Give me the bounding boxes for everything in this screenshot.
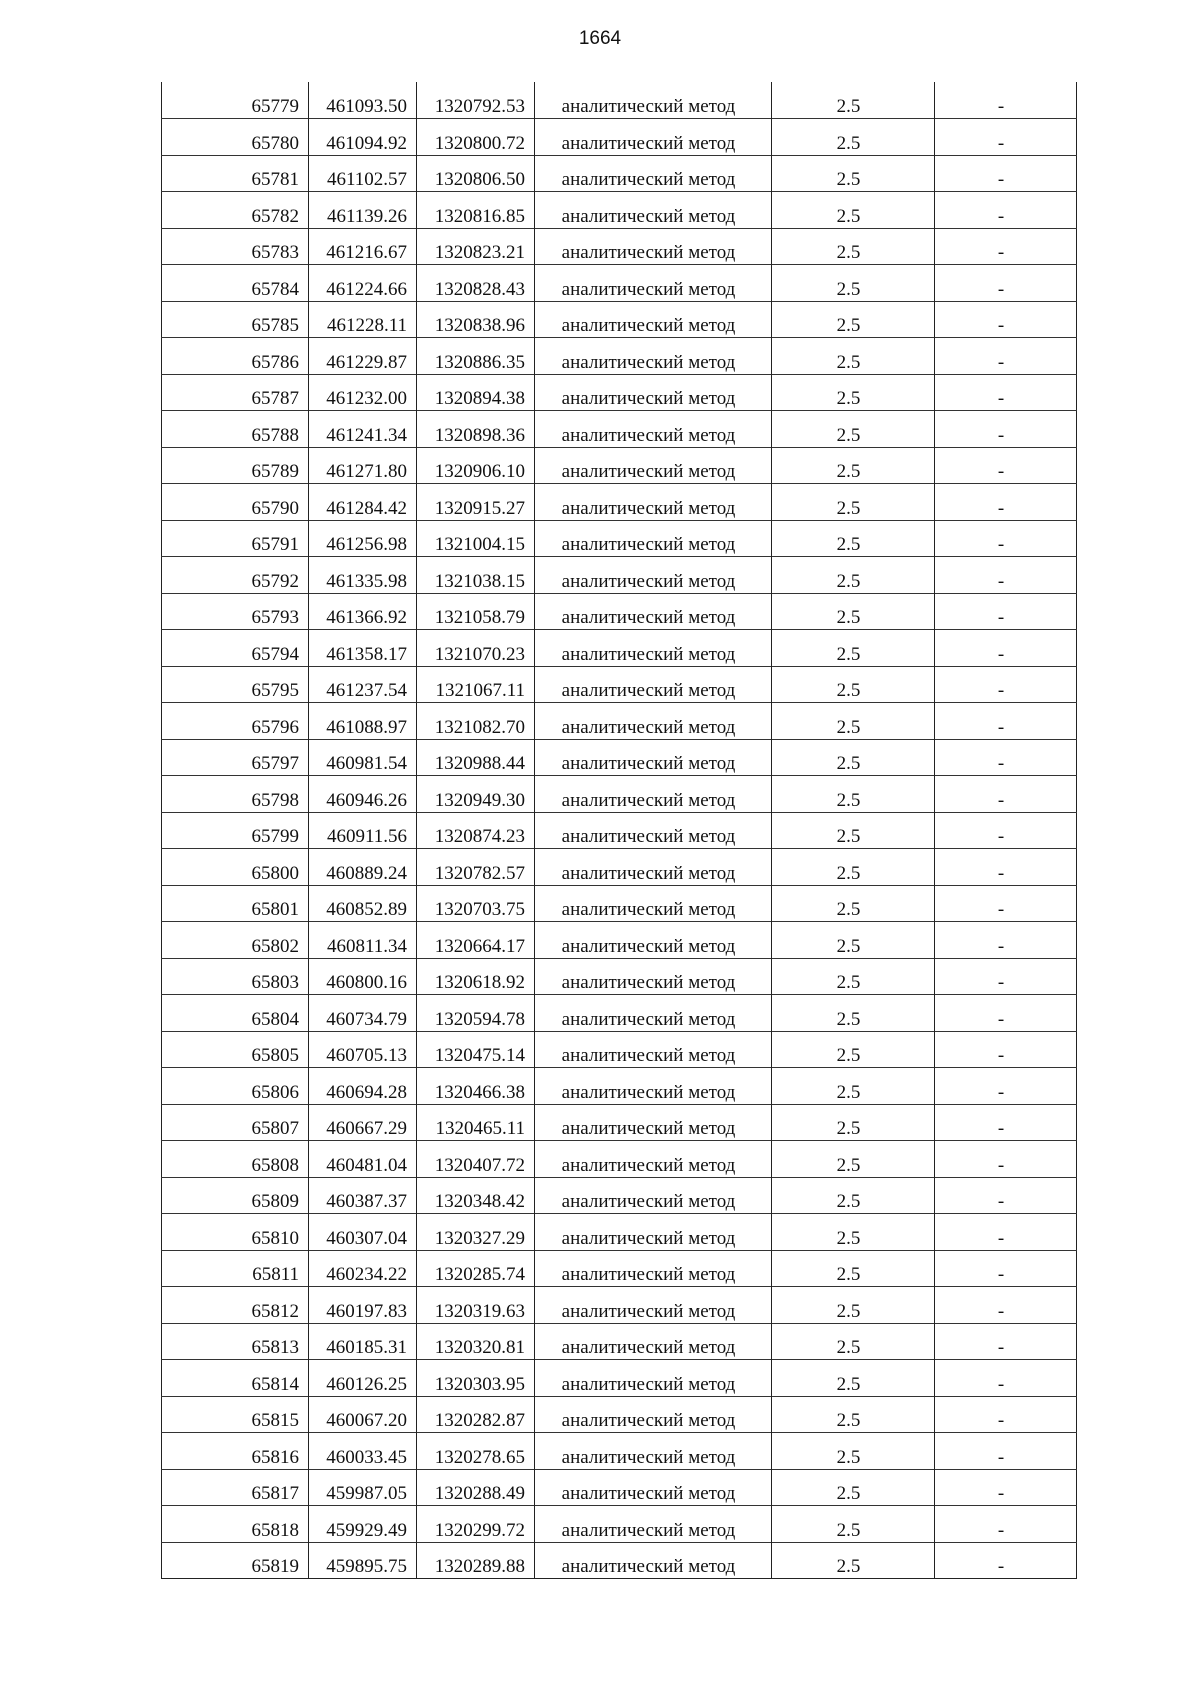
point-number-cell: 65815 bbox=[162, 1396, 309, 1433]
x-coordinate-cell: 461102.57 bbox=[309, 155, 417, 192]
method-cell: аналитический метод bbox=[535, 155, 772, 192]
table-row bbox=[162, 630, 1077, 667]
note-cell: - bbox=[935, 776, 1077, 813]
point-number-cell: 65786 bbox=[162, 338, 309, 375]
accuracy-cell: 2.5 bbox=[772, 228, 935, 265]
y-coordinate-cell: 1321058.79 bbox=[417, 593, 535, 630]
point-number-cell: 65789 bbox=[162, 447, 309, 484]
note-cell: - bbox=[935, 1141, 1077, 1178]
note-cell: - bbox=[935, 1323, 1077, 1360]
x-coordinate-cell: 460694.28 bbox=[309, 1068, 417, 1105]
note-cell: - bbox=[935, 1542, 1077, 1579]
table-row bbox=[162, 265, 1077, 302]
point-number-cell: 65791 bbox=[162, 520, 309, 557]
y-coordinate-cell: 1320282.87 bbox=[417, 1396, 535, 1433]
note-cell: - bbox=[935, 630, 1077, 667]
x-coordinate-cell: 461216.67 bbox=[309, 228, 417, 265]
table-row bbox=[162, 1360, 1077, 1397]
note-cell: - bbox=[935, 922, 1077, 959]
point-number-cell: 65779 bbox=[251, 96, 299, 117]
x-coordinate-cell: 460981.54 bbox=[309, 739, 417, 776]
point-number-cell: 65806 bbox=[162, 1068, 309, 1105]
table-row bbox=[162, 885, 1077, 922]
point-number-cell: 65810 bbox=[162, 1214, 309, 1251]
accuracy-cell: 2.5 bbox=[772, 1396, 935, 1433]
y-coordinate-cell: 1320319.63 bbox=[417, 1287, 535, 1324]
x-coordinate-cell: 461335.98 bbox=[309, 557, 417, 594]
accuracy-cell: 2.5 bbox=[772, 1433, 935, 1470]
y-coordinate-cell: 1320800.72 bbox=[417, 119, 535, 156]
accuracy-cell: 2.5 bbox=[772, 155, 935, 192]
x-coordinate-cell: 460705.13 bbox=[309, 1031, 417, 1068]
table-row bbox=[162, 1068, 1077, 1105]
method-cell: аналитический метод bbox=[535, 119, 772, 156]
table-row bbox=[162, 155, 1077, 192]
method-cell: аналитический метод bbox=[535, 1469, 772, 1506]
point-number-cell: 65797 bbox=[162, 739, 309, 776]
y-coordinate-cell: 1320475.14 bbox=[417, 1031, 535, 1068]
accuracy-cell: 2.5 bbox=[772, 630, 935, 667]
method-cell: аналитический метод bbox=[535, 812, 772, 849]
method-cell: аналитический метод bbox=[535, 1214, 772, 1251]
table-row bbox=[162, 812, 1077, 849]
note-cell: - bbox=[935, 411, 1077, 448]
x-coordinate-cell: 460667.29 bbox=[309, 1104, 417, 1141]
accuracy-cell: 2.5 bbox=[772, 119, 935, 156]
accuracy-cell: 2.5 bbox=[772, 557, 935, 594]
accuracy-cell: 2.5 bbox=[772, 849, 935, 886]
accuracy-cell: 2.5 bbox=[772, 958, 935, 995]
x-coordinate-cell: 461094.92 bbox=[309, 119, 417, 156]
note-cell: - bbox=[935, 1360, 1077, 1397]
y-coordinate-cell: 1320299.72 bbox=[417, 1506, 535, 1543]
method-cell: аналитический метод bbox=[535, 301, 772, 338]
method-cell: аналитический метод bbox=[535, 1396, 772, 1433]
y-coordinate-cell: 1320327.29 bbox=[417, 1214, 535, 1251]
note-cell: - bbox=[935, 557, 1077, 594]
table-row bbox=[162, 849, 1077, 886]
note-cell: - bbox=[935, 666, 1077, 703]
y-coordinate-cell: 1320703.75 bbox=[417, 885, 535, 922]
y-coordinate-cell: 1320886.35 bbox=[417, 338, 535, 375]
y-coordinate-cell: 1320278.65 bbox=[417, 1433, 535, 1470]
point-number-cell: 65813 bbox=[162, 1323, 309, 1360]
x-coordinate-cell: 459929.49 bbox=[309, 1506, 417, 1543]
point-number-cell: 65816 bbox=[162, 1433, 309, 1470]
table-row bbox=[162, 703, 1077, 740]
y-coordinate-cell: 1321038.15 bbox=[417, 557, 535, 594]
point-number-cell: 65795 bbox=[162, 666, 309, 703]
note-cell: - bbox=[935, 1287, 1077, 1324]
y-coordinate-cell: 1320288.49 bbox=[417, 1469, 535, 1506]
note-cell: - bbox=[935, 703, 1077, 740]
y-coordinate-cell: 1320303.95 bbox=[417, 1360, 535, 1397]
note-cell: - bbox=[935, 301, 1077, 338]
method-cell: аналитический метод bbox=[535, 703, 772, 740]
y-coordinate-cell: 1320407.72 bbox=[417, 1141, 535, 1178]
x-coordinate-cell: 461224.66 bbox=[309, 265, 417, 302]
method-cell: аналитический метод bbox=[535, 447, 772, 484]
point-number-cell: 65785 bbox=[162, 301, 309, 338]
note-cell: - bbox=[935, 447, 1077, 484]
table-row bbox=[162, 520, 1077, 557]
method-cell: аналитический метод bbox=[535, 666, 772, 703]
x-coordinate-cell: 461088.97 bbox=[309, 703, 417, 740]
x-coordinate-cell: 461232.00 bbox=[309, 374, 417, 411]
x-coordinate-cell: 461237.54 bbox=[309, 666, 417, 703]
table-row bbox=[162, 374, 1077, 411]
note-cell: - bbox=[935, 119, 1077, 156]
page-number: 1664 bbox=[578, 28, 622, 49]
note-cell: - bbox=[935, 958, 1077, 995]
table-row bbox=[162, 1031, 1077, 1068]
accuracy-cell: 2.5 bbox=[772, 812, 935, 849]
accuracy-cell: 2.5 bbox=[772, 520, 935, 557]
method-cell: аналитический метод bbox=[535, 630, 772, 667]
table-row bbox=[162, 228, 1077, 265]
table-row bbox=[162, 958, 1077, 995]
point-number-cell: 65802 bbox=[162, 922, 309, 959]
accuracy-cell: 2.5 bbox=[772, 301, 935, 338]
method-cell: аналитический метод bbox=[535, 1542, 772, 1579]
note-cell: - bbox=[935, 812, 1077, 849]
x-coordinate-cell: 460946.26 bbox=[309, 776, 417, 813]
note-cell: - bbox=[935, 1214, 1077, 1251]
y-coordinate-cell: 1320618.92 bbox=[417, 958, 535, 995]
y-coordinate-cell: 1320594.78 bbox=[417, 995, 535, 1032]
table-row bbox=[162, 776, 1077, 813]
coordinates-table bbox=[161, 82, 1077, 1579]
method-cell: аналитический метод bbox=[535, 1031, 772, 1068]
note-cell: - bbox=[935, 739, 1077, 776]
x-coordinate-cell: 459987.05 bbox=[309, 1469, 417, 1506]
method-cell: аналитический метод bbox=[535, 265, 772, 302]
note-cell: - bbox=[935, 1177, 1077, 1214]
coordinates-table-body bbox=[162, 82, 1077, 1579]
table-row bbox=[162, 301, 1077, 338]
accuracy-cell: 2.5 bbox=[772, 1250, 935, 1287]
x-coordinate-cell: 460033.45 bbox=[309, 1433, 417, 1470]
note-cell: - bbox=[935, 995, 1077, 1032]
method-cell: аналитический метод bbox=[535, 849, 772, 886]
method-cell: аналитический метод bbox=[535, 192, 772, 229]
point-number-cell: 65784 bbox=[162, 265, 309, 302]
method-cell: аналитический метод bbox=[535, 1287, 772, 1324]
table-row bbox=[162, 411, 1077, 448]
table-row bbox=[162, 1141, 1077, 1178]
table-row bbox=[162, 1433, 1077, 1470]
table-row bbox=[162, 484, 1077, 521]
y-coordinate-cell: 1320285.74 bbox=[417, 1250, 535, 1287]
point-number-cell: 65807 bbox=[162, 1104, 309, 1141]
point-number-cell: 65819 bbox=[162, 1542, 309, 1579]
y-coordinate-cell: 1321070.23 bbox=[417, 630, 535, 667]
accuracy-cell: 2.5 bbox=[772, 1323, 935, 1360]
method-cell: аналитический метод bbox=[535, 374, 772, 411]
point-number-cell: 65796 bbox=[162, 703, 309, 740]
method-cell: аналитический метод bbox=[535, 885, 772, 922]
y-coordinate-cell: 1320838.96 bbox=[417, 301, 535, 338]
point-number-cell: 65798 bbox=[162, 776, 309, 813]
x-coordinate-cell: 460911.56 bbox=[309, 812, 417, 849]
point-number-cell: 65783 bbox=[162, 228, 309, 265]
table-row bbox=[162, 338, 1077, 375]
x-coordinate-cell: 460852.89 bbox=[309, 885, 417, 922]
table-row bbox=[162, 666, 1077, 703]
table-row bbox=[162, 557, 1077, 594]
accuracy-cell: 2.5 bbox=[772, 1506, 935, 1543]
x-coordinate-cell: 460811.34 bbox=[309, 922, 417, 959]
y-coordinate-cell: 1320949.30 bbox=[417, 776, 535, 813]
note-cell: - bbox=[935, 593, 1077, 630]
accuracy-cell: 2.5 bbox=[772, 1031, 935, 1068]
y-coordinate-cell: 1320898.36 bbox=[417, 411, 535, 448]
x-coordinate-cell: 461366.92 bbox=[309, 593, 417, 630]
point-number-cell: 65787 bbox=[162, 374, 309, 411]
point-number-cell: 65788 bbox=[162, 411, 309, 448]
x-coordinate-cell: 461256.98 bbox=[309, 520, 417, 557]
accuracy-cell: 2.5 bbox=[772, 374, 935, 411]
point-number-cell: 65818 bbox=[162, 1506, 309, 1543]
x-coordinate-cell: 460889.24 bbox=[309, 849, 417, 886]
note-cell: - bbox=[935, 520, 1077, 557]
y-coordinate-cell: 1320988.44 bbox=[417, 739, 535, 776]
y-coordinate-cell: 1320348.42 bbox=[417, 1177, 535, 1214]
table-row bbox=[162, 1396, 1077, 1433]
accuracy-cell: 2.5 bbox=[772, 1469, 935, 1506]
y-coordinate-cell: 1320664.17 bbox=[417, 922, 535, 959]
y-coordinate-cell: 1320806.50 bbox=[417, 155, 535, 192]
method-cell: аналитический метод bbox=[535, 1141, 772, 1178]
y-coordinate-cell: 1320894.38 bbox=[417, 374, 535, 411]
note-cell: - bbox=[935, 1031, 1077, 1068]
y-coordinate-cell: 1320792.53 bbox=[417, 82, 535, 119]
y-coordinate-cell: 1320466.38 bbox=[417, 1068, 535, 1105]
point-number-cell: 65790 bbox=[162, 484, 309, 521]
x-coordinate-cell: 460800.16 bbox=[309, 958, 417, 995]
x-coordinate-cell: 460481.04 bbox=[309, 1141, 417, 1178]
note-cell: - bbox=[935, 155, 1077, 192]
y-coordinate-cell: 1320816.85 bbox=[417, 192, 535, 229]
table-row bbox=[162, 1323, 1077, 1360]
y-coordinate-cell: 1320823.21 bbox=[417, 228, 535, 265]
table-row bbox=[162, 1469, 1077, 1506]
accuracy-cell: 2.5 bbox=[772, 885, 935, 922]
accuracy-cell: 2.5 bbox=[772, 82, 935, 119]
accuracy-cell: 2.5 bbox=[772, 1214, 935, 1251]
method-cell: аналитический метод bbox=[535, 1433, 772, 1470]
point-number-cell: 65780 bbox=[162, 119, 309, 156]
x-coordinate-cell: 460307.04 bbox=[309, 1214, 417, 1251]
table-row bbox=[162, 82, 1077, 119]
note-cell: - bbox=[935, 484, 1077, 521]
accuracy-cell: 2.5 bbox=[772, 1104, 935, 1141]
note-cell: - bbox=[935, 338, 1077, 375]
accuracy-cell: 2.5 bbox=[772, 338, 935, 375]
point-number-cell: 65814 bbox=[162, 1360, 309, 1397]
accuracy-cell: 2.5 bbox=[772, 1177, 935, 1214]
y-coordinate-cell: 1320906.10 bbox=[417, 447, 535, 484]
point-number-cell: 65800 bbox=[162, 849, 309, 886]
method-cell: аналитический метод bbox=[535, 1104, 772, 1141]
point-number-cell: 65794 bbox=[162, 630, 309, 667]
table-row bbox=[162, 739, 1077, 776]
y-coordinate-cell: 1320289.88 bbox=[417, 1542, 535, 1579]
accuracy-cell: 2.5 bbox=[772, 484, 935, 521]
table-row bbox=[162, 995, 1077, 1032]
method-cell: аналитический метод bbox=[535, 739, 772, 776]
y-coordinate-cell: 1320915.27 bbox=[417, 484, 535, 521]
method-cell: аналитический метод bbox=[535, 922, 772, 959]
x-coordinate-cell: 460185.31 bbox=[309, 1323, 417, 1360]
method-cell: аналитический метод bbox=[535, 82, 772, 119]
x-coordinate-cell: 461093.50 bbox=[309, 82, 417, 119]
method-cell: аналитический метод bbox=[535, 1250, 772, 1287]
accuracy-cell: 2.5 bbox=[772, 666, 935, 703]
method-cell: аналитический метод bbox=[535, 338, 772, 375]
method-cell: аналитический метод bbox=[535, 1177, 772, 1214]
method-cell: аналитический метод bbox=[535, 958, 772, 995]
method-cell: аналитический метод bbox=[535, 520, 772, 557]
note-cell: - bbox=[935, 228, 1077, 265]
accuracy-cell: 2.5 bbox=[772, 1360, 935, 1397]
y-coordinate-cell: 1321004.15 bbox=[417, 520, 535, 557]
x-coordinate-cell: 460734.79 bbox=[309, 995, 417, 1032]
x-coordinate-cell: 460197.83 bbox=[309, 1287, 417, 1324]
x-coordinate-cell: 461358.17 bbox=[309, 630, 417, 667]
y-coordinate-cell: 1321067.11 bbox=[417, 666, 535, 703]
note-cell: - bbox=[935, 1506, 1077, 1543]
point-number-cell: 65809 bbox=[162, 1177, 309, 1214]
accuracy-cell: 2.5 bbox=[772, 922, 935, 959]
table-row bbox=[162, 447, 1077, 484]
accuracy-cell: 2.5 bbox=[772, 593, 935, 630]
y-coordinate-cell: 1320782.57 bbox=[417, 849, 535, 886]
accuracy-cell: 2.5 bbox=[772, 1287, 935, 1324]
table-row bbox=[162, 1104, 1077, 1141]
note-cell: - bbox=[935, 1068, 1077, 1105]
method-cell: аналитический метод bbox=[535, 593, 772, 630]
y-coordinate-cell: 1320828.43 bbox=[417, 265, 535, 302]
x-coordinate-cell: 460234.22 bbox=[309, 1250, 417, 1287]
note-cell: - bbox=[935, 265, 1077, 302]
point-number-cell: 65781 bbox=[162, 155, 309, 192]
point-number-cell: 65792 bbox=[162, 557, 309, 594]
table-row bbox=[162, 1542, 1077, 1579]
table-row bbox=[162, 922, 1077, 959]
note-cell: - bbox=[935, 82, 1077, 119]
y-coordinate-cell: 1320320.81 bbox=[417, 1323, 535, 1360]
point-number-cell: 65817 bbox=[162, 1469, 309, 1506]
point-number-cell: 65808 bbox=[162, 1141, 309, 1178]
point-number-cell: 65812 bbox=[162, 1287, 309, 1324]
y-coordinate-cell: 1321082.70 bbox=[417, 703, 535, 740]
method-cell: аналитический метод bbox=[535, 1068, 772, 1105]
x-coordinate-cell: 461229.87 bbox=[309, 338, 417, 375]
note-cell: - bbox=[935, 1433, 1077, 1470]
x-coordinate-cell: 459895.75 bbox=[309, 1542, 417, 1579]
table-row bbox=[162, 192, 1077, 229]
y-coordinate-cell: 1320874.23 bbox=[417, 812, 535, 849]
method-cell: аналитический метод bbox=[535, 228, 772, 265]
accuracy-cell: 2.5 bbox=[772, 1068, 935, 1105]
accuracy-cell: 2.5 bbox=[772, 447, 935, 484]
table-row bbox=[162, 1177, 1077, 1214]
x-coordinate-cell: 460067.20 bbox=[309, 1396, 417, 1433]
x-coordinate-cell: 461139.26 bbox=[309, 192, 417, 229]
accuracy-cell: 2.5 bbox=[772, 995, 935, 1032]
point-number-cell: 65803 bbox=[162, 958, 309, 995]
note-cell: - bbox=[935, 374, 1077, 411]
point-number-cell: 65805 bbox=[162, 1031, 309, 1068]
table-row bbox=[162, 593, 1077, 630]
x-coordinate-cell: 461241.34 bbox=[309, 411, 417, 448]
method-cell: аналитический метод bbox=[535, 1360, 772, 1397]
accuracy-cell: 2.5 bbox=[772, 703, 935, 740]
accuracy-cell: 2.5 bbox=[772, 1141, 935, 1178]
x-coordinate-cell: 460387.37 bbox=[309, 1177, 417, 1214]
x-coordinate-cell: 461284.42 bbox=[309, 484, 417, 521]
accuracy-cell: 2.5 bbox=[772, 265, 935, 302]
point-number-cell: 65799 bbox=[162, 812, 309, 849]
table-row bbox=[162, 119, 1077, 156]
x-coordinate-cell: 460126.25 bbox=[309, 1360, 417, 1397]
accuracy-cell: 2.5 bbox=[772, 411, 935, 448]
y-coordinate-cell: 1320465.11 bbox=[417, 1104, 535, 1141]
x-coordinate-cell: 461271.80 bbox=[309, 447, 417, 484]
table-row bbox=[162, 1214, 1077, 1251]
accuracy-cell: 2.5 bbox=[772, 776, 935, 813]
method-cell: аналитический метод bbox=[535, 557, 772, 594]
method-cell: аналитический метод bbox=[535, 484, 772, 521]
table-row bbox=[162, 1287, 1077, 1324]
note-cell: - bbox=[935, 1104, 1077, 1141]
point-number-cell: 65782 bbox=[162, 192, 309, 229]
method-cell: аналитический метод bbox=[535, 776, 772, 813]
method-cell: аналитический метод bbox=[535, 1506, 772, 1543]
note-cell: - bbox=[935, 1250, 1077, 1287]
note-cell: - bbox=[935, 192, 1077, 229]
point-number-cell: 65804 bbox=[162, 995, 309, 1032]
x-coordinate-cell: 461228.11 bbox=[309, 301, 417, 338]
note-cell: - bbox=[935, 849, 1077, 886]
point-number-cell: 65811 bbox=[162, 1250, 309, 1287]
method-cell: аналитический метод bbox=[535, 1323, 772, 1360]
table-row bbox=[162, 1250, 1077, 1287]
point-number-cell: 65793 bbox=[162, 593, 309, 630]
note-cell: - bbox=[935, 1469, 1077, 1506]
accuracy-cell: 2.5 bbox=[772, 739, 935, 776]
point-number-cell: 65801 bbox=[162, 885, 309, 922]
accuracy-cell: 2.5 bbox=[772, 1542, 935, 1579]
table-row bbox=[162, 1506, 1077, 1543]
note-cell: - bbox=[935, 885, 1077, 922]
note-cell: - bbox=[935, 1396, 1077, 1433]
accuracy-cell: 2.5 bbox=[772, 192, 935, 229]
method-cell: аналитический метод bbox=[535, 411, 772, 448]
method-cell: аналитический метод bbox=[535, 995, 772, 1032]
